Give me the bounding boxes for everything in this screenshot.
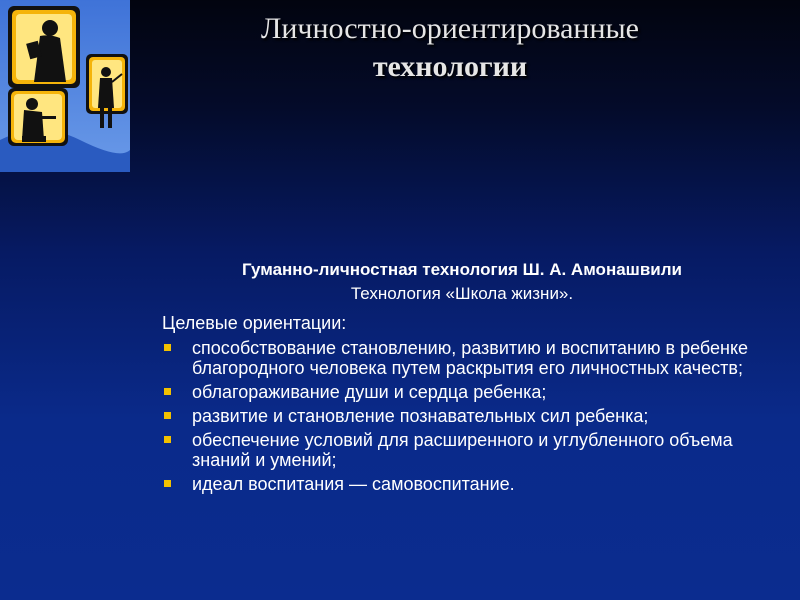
- title-line-1: Личностно-ориентированные: [260, 12, 640, 45]
- list-item: [162, 406, 762, 426]
- square-bullet-icon: [164, 480, 171, 487]
- square-bullet-icon: [164, 436, 171, 443]
- list-item: [162, 338, 762, 378]
- square-bullet-icon: [164, 344, 171, 351]
- subtitle-heading: Гуманно-личностная технология Ш. А. Амонашвили: [242, 260, 682, 279]
- subtitle-block: [162, 258, 762, 306]
- bullet-list: [162, 338, 762, 494]
- goals-label: Целевые ориентации:: [162, 313, 347, 333]
- subtitle-subheading: Технология «Школа жизни».: [350, 284, 574, 303]
- list-item-text: обеспечение условий для расширенного и углубленного объема знаний и умений;: [192, 430, 733, 470]
- list-item-text: способствование становлению, развитию и воспитанию в ребенке благородного человека путем раскрытия его личностных качеств;: [192, 338, 749, 378]
- square-bullet-icon: [164, 388, 171, 395]
- list-item: [162, 382, 762, 402]
- list-item-text: облагораживание души и сердца ребенка;: [192, 382, 547, 402]
- content-block: [162, 258, 762, 498]
- list-item: [162, 474, 762, 494]
- list-item-text: развитие и становление познавательных сил ребенка;: [192, 406, 649, 426]
- children-reading-silhouettes-icon: [0, 0, 130, 172]
- square-bullet-icon: [164, 412, 171, 419]
- list-item: [162, 430, 762, 470]
- title-line-2: технологии: [372, 50, 528, 83]
- slide-title: [150, 10, 750, 86]
- list-item-text: идеал воспитания — самовоспитание.: [192, 474, 515, 494]
